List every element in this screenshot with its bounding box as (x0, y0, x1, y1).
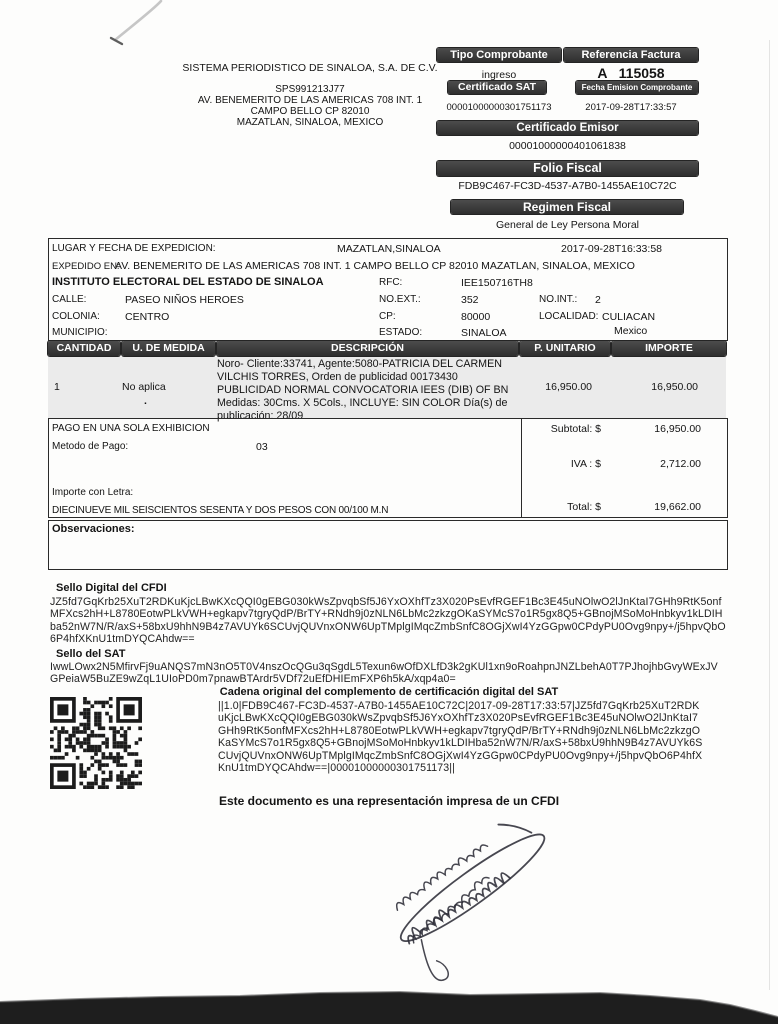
tipo-comprobante-header: Tipo Comprobante (437, 48, 561, 62)
referencia-factura-header: Referencia Factura (564, 48, 698, 62)
col-header-importe: IMPORTE (612, 341, 726, 356)
item-punitario: 16,950.00 (545, 381, 592, 393)
lugar-value: MAZATLAN,SINALOA (337, 243, 441, 255)
importe-letra-value: DIECINUEVE MIL SEISCIENTOS SESENTA Y DOS PESOS CON 00/100 M.N (52, 505, 389, 516)
observaciones-label: Observaciones: (52, 523, 135, 535)
company-address-line1: AV. BENEMERITO DE LAS AMERICAS 708 INT. 1 (197, 95, 423, 106)
pen-mark (95, 0, 175, 52)
total-value: 19,662.00 (654, 501, 701, 513)
subtotal-value: 16,950.00 (654, 423, 701, 435)
footer-note: Este documento es una representación impresa de un CFDI (218, 794, 560, 808)
col-header-cantidad: CANTIDAD (48, 341, 120, 356)
sello-sat-label: Sello del SAT (56, 648, 126, 660)
fecha-expedicion-value: 2017-09-28T16:33:58 (561, 243, 662, 255)
cadena-original-value: ||1.0|FDB9C467-FC3D-4537-A7B0-1455AE10C72C|2017-09-28T17:33:57|JZ5fd7GqKrb25XuT2RDKuKjcLBwKXcQQI0gEBG030kWsZpvqbSf5J6YxOXhfTz3X020PsEvfRGEF1Bc3E45uNOlwO2lJnKtaI7GHh9RtK5onfMFXcs2hH+L8780EotwPLkVWH+egkapv7tgryQdP/BrTY+RNdh9j0zNLN6LbMc2zkzgOKaSYMcS7o1R5gx8Q5+GBnojMSoMoHnbkyv1kLDIHba52nW7N/R/axS+58bxU9hhN9B4z7AVUYk6SCUvjQUVnxONW6UpTMplgIMqcZmbSnfC8OGjXwI4YzGGpw0CPdyPU0Ovg9npy+/j5hpvQbO6P4hfXKnU1tmDYQCAhdw==|00001000000301751173|| (218, 700, 703, 775)
company-name: SISTEMA PERIODISTICO DE SINALOA, S.A. DE C.V. (182, 62, 438, 74)
receptor-nombre: INSTITUTO ELECTORAL DEL ESTADO DE SINALOA (52, 276, 324, 288)
no-int-value: 2 (595, 294, 601, 306)
item-descripcion: Noro- Cliente:33741, Agente:5080-PATRICIA DEL CARMEN VILCHIS TORRES, Orden de publicidad 00173430 PUBLICIDAD NORMAL CONVOCATORIA IEES (DIB) OF BN Medidas: 30Cms. X 5Cols., INCLUYE: SIN COLOR Día(s) de publicación: 28/09 (217, 358, 509, 422)
pais-value: Mexico (614, 325, 648, 337)
total-label: Total: $ (567, 501, 601, 513)
scan-edge-line (769, 40, 770, 990)
estado-value: SINALOA (461, 327, 507, 339)
regimen-fiscal-value: General de Ley Persona Moral (496, 219, 639, 231)
fecha-emision-value: 2017-09-28T17:33:57 (585, 102, 677, 113)
signature (380, 806, 590, 956)
company-address-line2: CAMPO BELLO CP 82010 (250, 106, 370, 117)
regimen-fiscal-header: Regimen Fiscal (451, 200, 683, 214)
cadena-original-label: Cadena original del complemento de certificación digital del SAT (219, 686, 559, 698)
colonia-label: COLONIA: (52, 311, 100, 322)
observaciones-box (48, 520, 728, 570)
metodo-pago-value: 03 (256, 441, 268, 453)
col-header-punitario: P. UNITARIO (520, 341, 610, 356)
item-cantidad: 1 (54, 381, 60, 393)
colonia-value: CENTRO (125, 311, 170, 323)
sello-sat-value: IwwLOwx2N5MfirvFj9uANQS7mN3nO5T0V4nszOcQGu3qSgdL5Texun6wOfDXLfD3k2gKUl1xn9oRoahpnJNZLbehA0T7PJhojhbGvyWExJVGPeiaW5BuZE9wZqL1UIoPD0m7pnawBTArdr5VDf72uEfDHIEmFXP6h5kA/xqp4a0= (50, 661, 718, 686)
cp-label: CP: (379, 311, 396, 322)
no-ext-value: 352 (461, 294, 479, 306)
company-address-line3: MAZATLAN, SINALOA, MEXICO (236, 117, 384, 128)
expedido-en-label: EXPEDIDO EN: (52, 261, 120, 272)
metodo-pago-label: Metodo de Pago: (52, 441, 129, 452)
rfc-label: RFC: (379, 277, 403, 288)
certificado-emisor-value: 00001000000401061838 (509, 140, 626, 152)
certificado-sat-header: Certificado SAT (448, 81, 546, 94)
item-importe: 16,950.00 (651, 381, 698, 393)
municipio-label: MUNICIPIO: (52, 327, 108, 338)
expedido-en-value: AV. BENEMERITO DE LAS AMERICAS 708 INT. 1 CAMPO BELLO CP 82010 MAZATLAN, SINALOA, MEXICO (115, 260, 635, 272)
sello-cfdi-label: Sello Digital del CFDI (56, 582, 167, 594)
no-ext-label: NO.EXT.: (379, 294, 421, 305)
importe-letra-label: Importe con Letra: (52, 487, 134, 498)
table-row (48, 357, 726, 422)
iva-value: 2,712.00 (660, 458, 701, 470)
company-rfc: SPS991213J77 (275, 84, 345, 95)
subtotal-label: Subtotal: $ (550, 423, 601, 435)
col-header-descripcion: DESCRIPCIÓN (217, 341, 518, 356)
scan-bottom-bar (0, 979, 778, 1024)
item-unidad-nota: . (144, 395, 147, 407)
localidad-label: LOCALIDAD: (539, 311, 599, 322)
fecha-emision-header: Fecha Emision Comprobante (576, 81, 698, 94)
cp-value: 80000 (461, 311, 491, 323)
tipo-comprobante-value: ingreso (481, 69, 517, 81)
receptor-box (48, 238, 728, 341)
estado-label: ESTADO: (379, 327, 423, 338)
item-unidad: No aplica (122, 381, 166, 393)
sello-cfdi-value: JZ5fd7GqKrb25XuT2RDKuKjcLBwKXcQQI0gEBG030kWsZpvqbSf5J6YxOXhfTz3X020PsEvfRGEF1Bc3E45uNOlwO2lJnKtaI7GHh9RtK5onfMFXcs2hH+L8780EotwPLkVWH+egkapv7tgryQdP/BrTY+RNdh9j0zNLN6LbMc2zkzgOKaSYMcS7o1R5gx8Q5+GBnojMSoMoHnbkyv1kLDIHba52nW7N/R/axS+58bxU9hhN9B4z7AVUYk6SCUvjQUVnxONW6UpTMplgIMqcZmbSnfC8OGjXwI4YzGGpw0CPdyPU0Ovg9npy+/j5hpvQbO6P4hfXKnU1tmDYQCAhdw== (50, 596, 726, 646)
calle-label: CALLE: (52, 294, 87, 305)
payment-totals-box (48, 418, 728, 518)
emitter-block (150, 62, 470, 128)
qr-code (50, 697, 142, 789)
certificado-emisor-header: Certificado Emisor (437, 121, 698, 135)
folio-fiscal-header: Folio Fiscal (437, 161, 698, 176)
iva-label: IVA : $ (570, 458, 601, 470)
no-int-label: NO.INT.: (539, 294, 578, 305)
pago-exhibicion-text: PAGO EN UNA SOLA EXHIBICION (52, 423, 210, 434)
rfc-value: IEE150716TH8 (461, 277, 533, 289)
localidad-value: CULIACAN (602, 311, 656, 323)
lugar-fecha-label: LUGAR Y FECHA DE EXPEDICION: (52, 243, 216, 254)
certificado-sat-value: 00001000000301751173 (446, 102, 552, 113)
calle-value: PASEO NIÑOS HEROES (125, 294, 244, 306)
referencia-factura-value: A 115058 (597, 65, 665, 81)
col-header-unidad: U. DE MEDIDA (122, 341, 215, 356)
folio-fiscal-value: FDB9C467-FC3D-4537-A7B0-1455AE10C72C (458, 180, 677, 192)
